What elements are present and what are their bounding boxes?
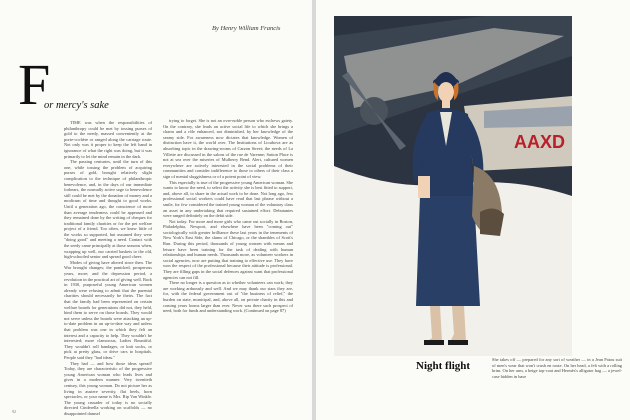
paragraph: Not today. For more and more girls who came out socially in Boston, Philadelphia, Newport, and elsewhere have been "coming out" sociologically with greater brilliance these last years in the tenements of New York's East Side, the slums of Chicago, or the shambles of Scott's Run. During this period, thousands of young women with means and leisure have been training for the task of dealing with human relationships and human needs. Thousands more, as volunteer workers in social agencies, now are putting that training to effective use. They have won the respect of the professional because their attitude is professional. They are filling gaps in the social defences against want that professional agencies can not fill. — [163, 218, 293, 280]
paragraph: The passing centuries, until the turn of this one, while tossing the problem of acquiring purses of gold, brought relatively slight complication to the technique of philanthropic benevolence, and, in the days of our immediate forbears, the normally active urge to benevolence still could be met by the donation of money and a modicum of time and thought to good works. Until a generation ago, the conscience of more than average tenderness could be appeased and they remained done by the writing of cheques for traditional family charities or for the pet welfare project of a friend. Too often, we knew little of the works so supported, but assumed they were "doing good" and meeting a need. Contact with the seedy came principally at those seasons when, wrapping up well, our carried baskets to the old, high-schooled senior and spread good cheer. — [64, 159, 152, 260]
left-hand — [418, 176, 430, 198]
paragraph: There no longer is a question as to whether volunteers can work; they are working arduously and well. And we may thank our stars they are, for, with the federal government out of "the business of relief," the burden on state, municipal, and, above all, on private charity in this and coming years looms larger than ever. Never was there such prospect of need, both for funds and understanding work. (Continued on page 87) — [163, 280, 293, 314]
caption-body: She takes off — prepared for any sort of weather — in a Jean Patou suit of men's wear that won't crush en route. On her head, a felt with a rolling brim. On her arm, a beige top-coat and Hermès's alligator bag — a jewel-case hidden in base — [492, 357, 622, 379]
airplane-registration: AAXD — [514, 132, 566, 152]
body-column-2 — [163, 118, 293, 404]
alligator-bag — [480, 208, 504, 236]
title-dropcap: F — [18, 52, 51, 117]
right-shoe — [448, 340, 468, 345]
article-title: or mercy's sake — [44, 100, 109, 111]
paragraph: Modes of giving have altered since then. The War brought changes; the panicked, prosperous years, more; and the depression period, a revolution in the practical art of giving well. Back in 1930, purposeful young American women already were refusing to admit that the parental charities should necessarily be theirs. The fact that the family had been represented on certain welfare boards for generations did not, they held, bind them to serve on those boards. They would not serve unless the boards were attacking an up-to-date problem in an up-to-date way and unless that problem was one in which they felt an interest and a capacity to help. They wouldn't be interested; more clamorous, Ladies Bountiful. They wouldn't roll bandages, or knit socks, or pick at pretty glass, or drive cars to hospitals. People said they "had ideas." — [64, 259, 152, 360]
body-column-1 — [64, 120, 152, 416]
neck — [442, 100, 450, 108]
paragraph: trying to forget. She is not an over-noble person who eschews gaiety. On the contrary, she leads an active social life to which she brings a charm and a rôle enhanced, not diminished, by her knowledge of the seamy side. For awareness now dictates that knowledge. Women of distinction have it, the world over. The Institutions of Lioubova are as absorbing topic in the drawing-rooms of Carzon Street; the needs of La Villette are discussed in the salons of the rue de Varenne; Sutton Place is not at sea over the miseries of Mulberry Bend. Alert, cultured women everywhere are actively interested in the social problems of their communities and consider indifference to those to others of their class a sign of mental sluggishness or of a potent point of view. — [163, 118, 293, 179]
caption-title: Night flight — [416, 360, 471, 372]
paragraph: They had — and how those ideas spread! Today, they are characteristic of the progressive young American woman who leads lives and gives in a modern manner. Very twentieth century, this young woman. Do not picture her as living in austere severity, flat heels, horn spectacles, or your name is Mrs. Rip Van Winkle. The young crusader of today is no socially directed Cinderella working on scaffolds — no disappointed damsel — [64, 360, 152, 416]
paragraph: TIME was when the responsibilities of philanthropy could be met by tossing purses of gold to the needy, massed conveniently at the porte-cochère or ranged along the carriage route. Not only was it proper to keep the left hand in ignorance of what the right was doing, but it was primarily to let the mind remain in the dark. — [64, 120, 152, 159]
propeller-hub — [360, 97, 388, 125]
page-number: 92 — [12, 409, 16, 414]
paragraph: This especially is true of the progressive young American woman. She wants to know the need, to select the activity she is best fitted to support, and, above all, to share in the actual work to be done. Not long ago, few professional social workers could have read that last phrase without a smile, for few considered the trained young woman of the voluntary class an asset in any undertaking that required sustained effort. Debutantes were ranged definitely on the debit side. — [163, 179, 294, 219]
suit-skirt — [416, 196, 480, 306]
right-page — [316, 0, 630, 420]
face — [438, 82, 454, 102]
byline: By Henry William Francis — [212, 25, 281, 32]
left-page — [0, 0, 312, 420]
night-flight-illustration — [334, 16, 572, 356]
left-shoe — [424, 340, 444, 345]
